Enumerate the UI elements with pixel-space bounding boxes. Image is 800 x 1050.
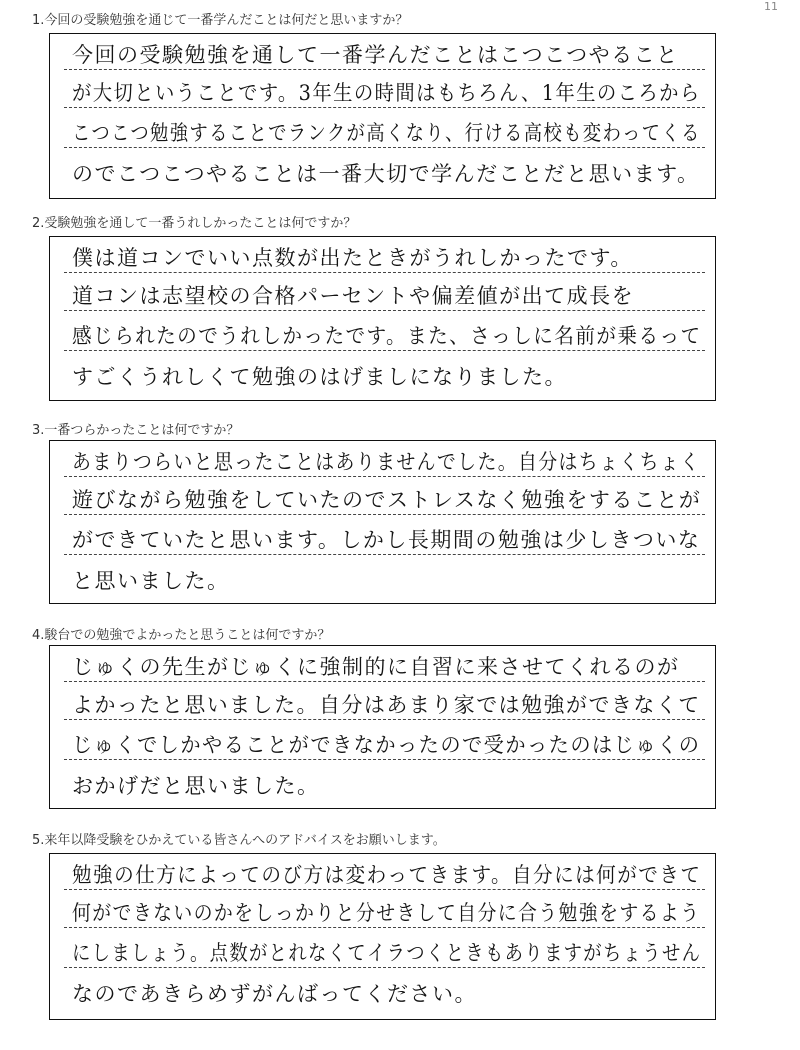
answer-1-line-1-text: 今回の受験勉強を通して一番学んだことはこつこつやること xyxy=(72,43,679,67)
answer-2-line-3-text: 感じられたのでうれしかったです。また、さっしに名前が乗るって xyxy=(72,324,702,348)
answer-3-line-2-text: 遊びながら勉強をしていたのでストレスなく勉強をすることが xyxy=(72,488,702,512)
answer-4-line-1 xyxy=(64,648,705,682)
answer-5-line-1 xyxy=(64,856,705,890)
question-5-label: 5.来年以降受験をひかえている皆さんへのアドバイスをお願いします。 xyxy=(32,833,446,848)
answer-1-line-4-text: のでこつこつやることは一番大切で学んだことだと思います。 xyxy=(72,162,700,186)
answer-box-2 xyxy=(49,236,716,401)
answer-5-line-2 xyxy=(64,894,705,928)
answer-3-line-1-text: あまりつらいと思ったことはありませんでした。自分はちょくちょく xyxy=(72,450,701,474)
answer-3-line-4 xyxy=(64,561,705,595)
answer-5-line-2-text: 何ができないのかをしっかりと分せきして自分に合う勉強をするよう xyxy=(72,901,701,925)
answer-1-line-3 xyxy=(64,114,705,148)
answer-4-line-2 xyxy=(64,686,705,720)
answer-2-line-3 xyxy=(64,317,705,351)
question-1-label: 1.今回の受験勉強を通じて一番学んだことは何だと思いますか？ xyxy=(32,13,409,28)
answer-1-line-2 xyxy=(64,74,705,108)
answer-box-3 xyxy=(49,440,716,604)
answer-2-line-4 xyxy=(64,357,705,391)
question-2-label: 2.受験勉強を通して一番うれしかったことは何ですか？ xyxy=(32,216,357,231)
answer-5-line-1-text: 勉強の仕方によってのび方は変わってきます。自分には何ができて xyxy=(72,863,702,887)
answer-5-line-4-text: なのであきらめずがんばってください。 xyxy=(72,982,477,1006)
answer-4-line-2-text: よかったと思いました。自分はあまり家では勉強ができなくて xyxy=(72,693,701,717)
answer-5-line-4 xyxy=(64,974,705,1008)
answer-3-line-4-text: と思いました。 xyxy=(72,569,230,593)
answer-3-line-1 xyxy=(64,443,705,477)
answer-4-line-3 xyxy=(64,726,705,760)
question-4-label: 4.駿台での勉強でよかったと思うことは何ですか？ xyxy=(32,628,331,643)
answer-4-line-4-text: おかげだと思いました。 xyxy=(72,774,320,798)
answer-box-4 xyxy=(49,645,716,809)
answer-3-line-3-text: ができていたと思います。しかし長期間の勉強は少しきついな xyxy=(72,528,701,552)
answer-4-line-4 xyxy=(64,766,705,800)
answer-1-line-4 xyxy=(64,154,705,188)
answer-box-1 xyxy=(49,33,716,199)
answer-1-line-2-text: が大切ということです。3年生の時間はもちろん、1年生のころから xyxy=(72,81,701,105)
answer-4-line-3-text: じゅくでしかやることができなかったので受かったのはじゅくの xyxy=(72,733,701,757)
answer-5-line-3 xyxy=(64,934,705,968)
answer-2-line-4-text: すごくうれしくて勉強のはげましになりました。 xyxy=(72,365,567,389)
answer-2-line-2 xyxy=(64,277,705,311)
answer-1-line-3-text: こつこつ勉強することでランクが高くなり、行ける高校も変わってくる xyxy=(72,121,701,145)
answer-2-line-1-text: 僕は道コンでいい点数が出たときがうれしかったです。 xyxy=(72,246,633,270)
answer-3-line-2 xyxy=(64,481,705,515)
answer-5-line-3-text: にしましょう。点数がとれなくてイラつくときもありますがちょうせん xyxy=(72,941,702,965)
page-number-mark: 11 xyxy=(764,0,778,13)
answer-2-line-1 xyxy=(64,239,705,273)
answer-3-line-3 xyxy=(64,521,705,555)
answer-4-line-1-text: じゅくの先生がじゅくに強制的に自習に来させてくれるのが xyxy=(72,655,680,679)
question-3-label: 3.一番つらかったことは何ですか？ xyxy=(32,423,240,438)
answer-box-5 xyxy=(49,853,716,1020)
answer-1-line-1 xyxy=(64,36,705,70)
answer-2-line-2-text: 道コンは志望校の合格パーセントや偏差値が出て成長を xyxy=(72,284,635,308)
